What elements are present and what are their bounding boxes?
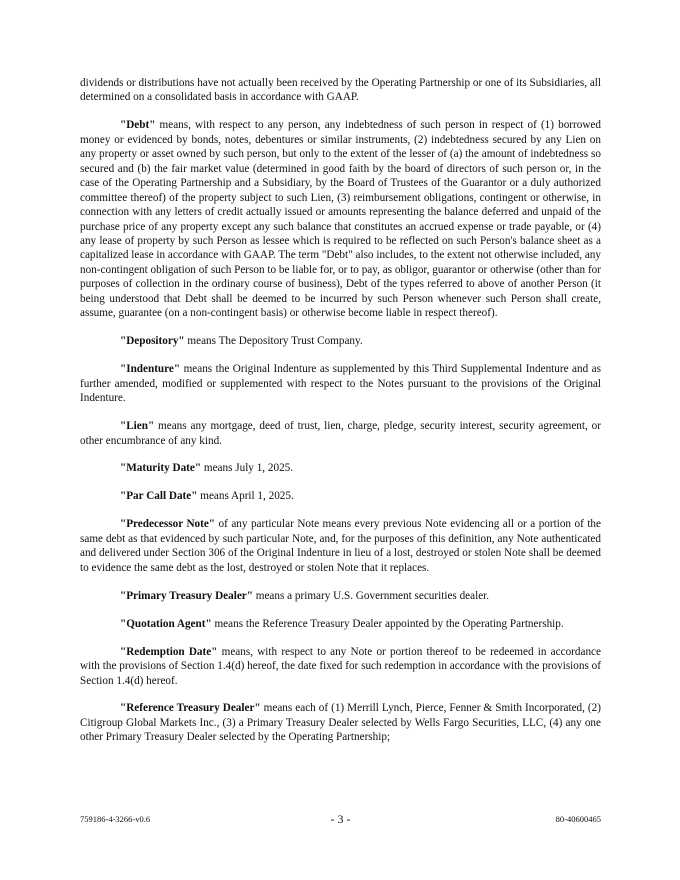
- definition-par-call-date: [80, 489, 601, 503]
- defined-term: "Reference Treasury Dealer": [120, 702, 261, 715]
- definition-text: means each of (1) Merrill Lynch, Pierce, Fenner & Smith Incorporated, (2) Citigroup Global Markets Inc., (3) a Primary Treasury Dealer selected by Wells Fargo Securities, LLC, (4) any one other Primary Treasury Dealer selected by the Operating Partnership;: [80, 702, 601, 744]
- document-page: [80, 76, 601, 758]
- paragraph-continuation: [80, 76, 601, 105]
- defined-term: "Redemption Date": [120, 645, 218, 658]
- defined-term: "Depository": [120, 335, 185, 348]
- definition-text: of any particular Note means every previous Note evidencing all or a portion of the same debt as that evidenced by such particular Note, and, for the purposes of this definition, any Note authenticated and delivered under Section 306 of the Original Indenture in lieu of a lost, destroyed or stolen Note shall be deemed to evidence the same debt as the lost, destroyed or stolen Note that it replaces.: [80, 518, 601, 574]
- definition-quotation-agent: [80, 617, 601, 631]
- definition-text: means The Depository Trust Company.: [184, 335, 363, 348]
- defined-term: "Maturity Date": [120, 462, 202, 475]
- definition-text: means any mortgage, deed of trust, lien, charge, pledge, security interest, security agreement, or other encumbrance of any kind.: [80, 420, 601, 447]
- defined-term: "Par Call Date": [120, 490, 198, 503]
- definition-maturity-date: [80, 461, 601, 475]
- defined-term: "Predecessor Note": [120, 518, 216, 531]
- definition-predecessor-note: [80, 517, 601, 575]
- page-footer: [80, 812, 601, 832]
- definition-indenture: [80, 362, 601, 405]
- definition-text: means April 1, 2025.: [197, 490, 294, 503]
- defined-term: "Quotation Agent": [120, 617, 212, 630]
- definition-redemption-date: [80, 645, 601, 688]
- document-id: 759186-4-3266-v0.6: [80, 814, 151, 824]
- defined-term: "Lien": [120, 420, 155, 433]
- matter-id: 80-40600465: [555, 814, 601, 824]
- definition-reference-treasury-dealer: [80, 701, 601, 744]
- definition-depository: [80, 334, 601, 348]
- defined-term: "Debt": [120, 119, 156, 132]
- definition-lien: [80, 419, 601, 448]
- defined-term: "Primary Treasury Dealer": [120, 589, 253, 602]
- definition-debt: [80, 118, 601, 320]
- definition-text: means, with respect to any Note or portion thereof to be redeemed in accordance with the provisions of Section 1.4(d) hereof, the date fixed for such redemption in accordance with the provisions of Section 1.4(d) hereof.: [80, 645, 601, 687]
- defined-term: "Indenture": [120, 363, 181, 376]
- definition-text: means July 1, 2025.: [201, 462, 294, 475]
- definition-primary-treasury-dealer: [80, 589, 601, 603]
- page-number: - 3 -: [330, 812, 351, 826]
- paragraph-text: dividends or distributions have not actually been received by the Operating Partnership or one of its Subsidiaries, all determined on a consolidated basis in accordance with GAAP.: [80, 77, 601, 104]
- definition-text: means, with respect to any person, any indebtedness of such person in respect of (1) borrowed money or evidenced by bonds, notes, debentures or similar instruments, (2) indebtedness secured by any Lien on any property or asset owned by such person, but only to the extent of the lesser of (a) the amount of indebtedness so secured and (b) the fair market value (determined in good faith by the board of directors of such person or, in the case of the Operating Partnership and a Subsidiary, by the Board of Trustees of the Guarantor or a duly authorized committee thereof) of the property subject to such Lien, (3) reimbursement obligations, contingent or otherwise, in connection with any letters of credit actually issued or amounts representing the balance deferred and unpaid of the purchase price of any property except any such balance that constitutes an accrued expense or trade payable, or (4) any lease of property by such Person as lessee which is required to be reflected on such Person's balance sheet as a capitalized lease in accordance with GAAP. The term "Debt" also includes, to the extent not otherwise included, any non-contingent obligation of such Person to be liable for, or to pay, as obligor, guarantor or otherwise (other than for purposes of collection in the ordinary course of business), Debt of the types referred to above of another Person (it being understood that Debt shall be deemed to be incurred by such Person whenever such Person shall create, assume, guarantee (on a non-contingent basis) or otherwise become liable in respect thereof).: [80, 119, 601, 320]
- definition-text: means a primary U.S. Government securities dealer.: [252, 589, 490, 602]
- definition-text: means the Original Indenture as supplemented by this Third Supplemental Indenture and as further amended, modified or supplemented with respect to the Notes pursuant to the provisions of the Original Indenture.: [80, 363, 601, 405]
- definition-text: means the Reference Treasury Dealer appointed by the Operating Partnership.: [211, 617, 564, 630]
